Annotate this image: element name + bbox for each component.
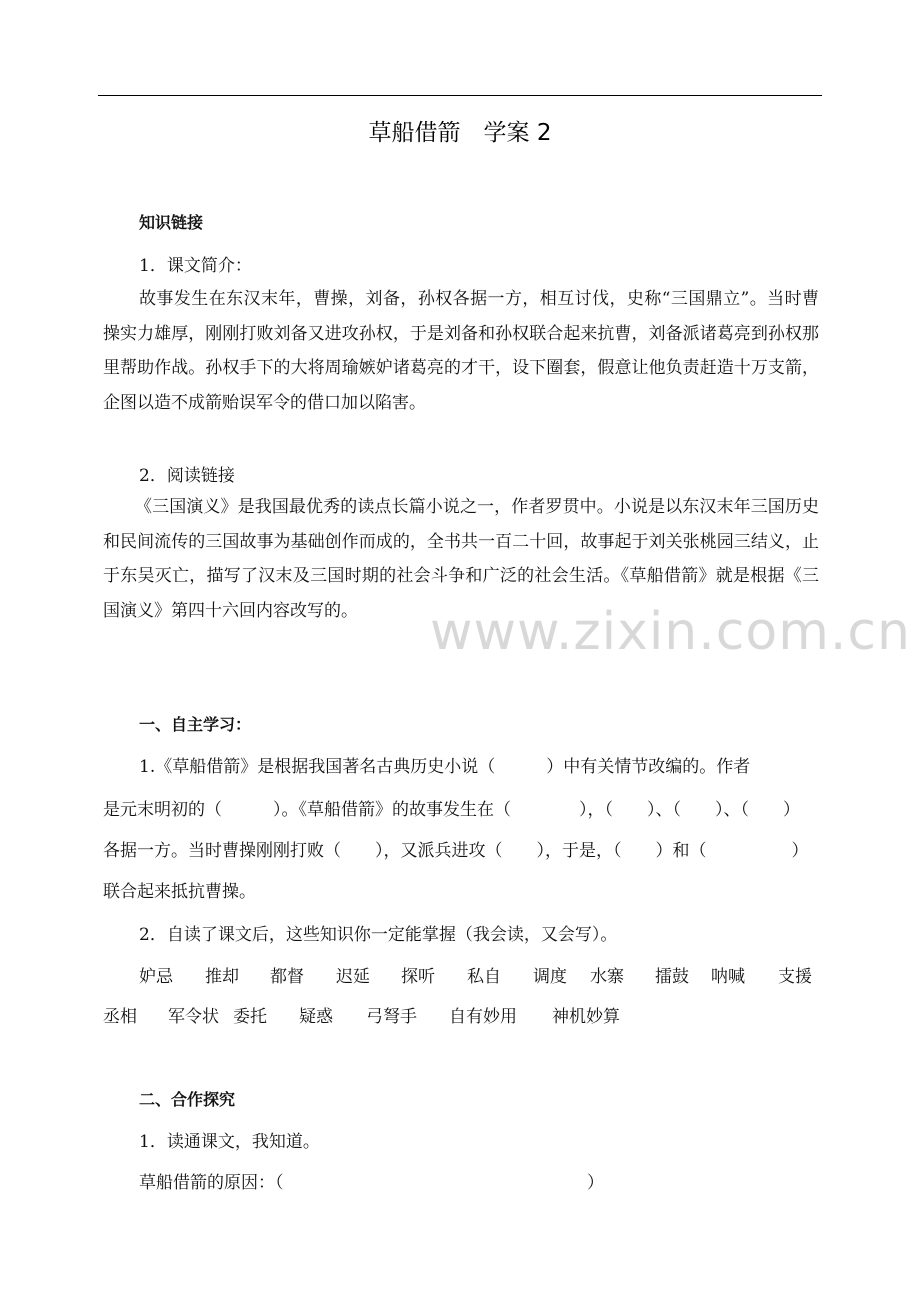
q1-line-3: 各据一方。当时曹操刚刚打败（ ），又派兵进攻（ ），于是，（ ）和（ ） [103,841,809,861]
self-study-heading: 一、自主学习： [139,715,252,734]
cooperation-heading: 二、合作探究 [139,1090,236,1109]
knowledge-heading: 知识链接 [139,213,204,232]
q1-line-2: 是元末明初的（ ）。《草船借箭》的故事发生在（ ），（ ）、（ ）、（ ） [103,800,800,820]
word: 神机妙算 [552,1007,620,1027]
word: 丞相 [103,1007,137,1027]
q1-line-4: 联合起来抵抗曹操。 [103,882,256,902]
reason-label: 草船借箭的原因：（ [139,1173,284,1193]
word: 委托 [233,1007,267,1027]
word: 水寨 [590,967,624,987]
cooperation-q1: 1．读通课文，我知道。 [139,1132,320,1152]
word: 推却 [205,967,239,987]
word: 自有妙用 [449,1007,517,1027]
word: 弓弩手 [366,1007,417,1027]
top-rule [98,95,822,96]
word: 调度 [533,967,567,987]
reading-link-text: 《三国演义》是我国最优秀的读点长篇小说之一，作者罗贯中。小说是以东汉末年三国历史和民间流传的三国故事为基础创作而成的，全书共一百二十回，故事起于刘关张桃园三结义，止于东吴灭亡，描写了汉末及三国时期的社会斗争和广泛的社会生活。《草船借箭》就是根据《三国演义》第四十六回内容改写的。 [103,497,819,621]
reason-close-paren: ） [587,1173,604,1193]
word: 迟延 [336,967,370,987]
reading-link-label: 2．阅读链接 [139,466,235,486]
word: 军令状 [168,1007,219,1027]
word: 都督 [270,967,304,987]
page-title: 草船借箭 学案 2 [368,120,552,146]
intro-label: 1．课文简介： [139,256,252,276]
intro-text: 故事发生在东汉末年，曹操，刘备，孙权各据一方，相互讨伐，史称“三国鼎立”。当时曹操实力雄厚，刚刚打败刘备又进攻孙权，于是刘备和孙权联合起来抗曹，刘备派诸葛亮到孙权那里帮助作战。孙权手下的大将周瑜嫉妒诸葛亮的才干，设下圈套，假意让他负责赶造十万支箭，企图以造不成箭贻误军令的借口加以陷害。 [103,289,819,413]
word: 擂鼓 [655,967,689,987]
word: 支援 [778,967,812,987]
watermark: www.zixin.com.cn [430,602,911,662]
q2-text: 2．自读了课文后，这些知识你一定能掌握（我会读，又会写）。 [139,925,618,945]
q1-line-1: 1.《草船借箭》是根据我国著名古典历史小说（ ）中有关情节改编的。作者 [139,757,751,777]
word: 呐喊 [711,967,745,987]
word: 探听 [401,967,435,987]
word: 私自 [467,967,501,987]
word: 妒忌 [139,967,173,987]
word: 疑惑 [299,1007,333,1027]
